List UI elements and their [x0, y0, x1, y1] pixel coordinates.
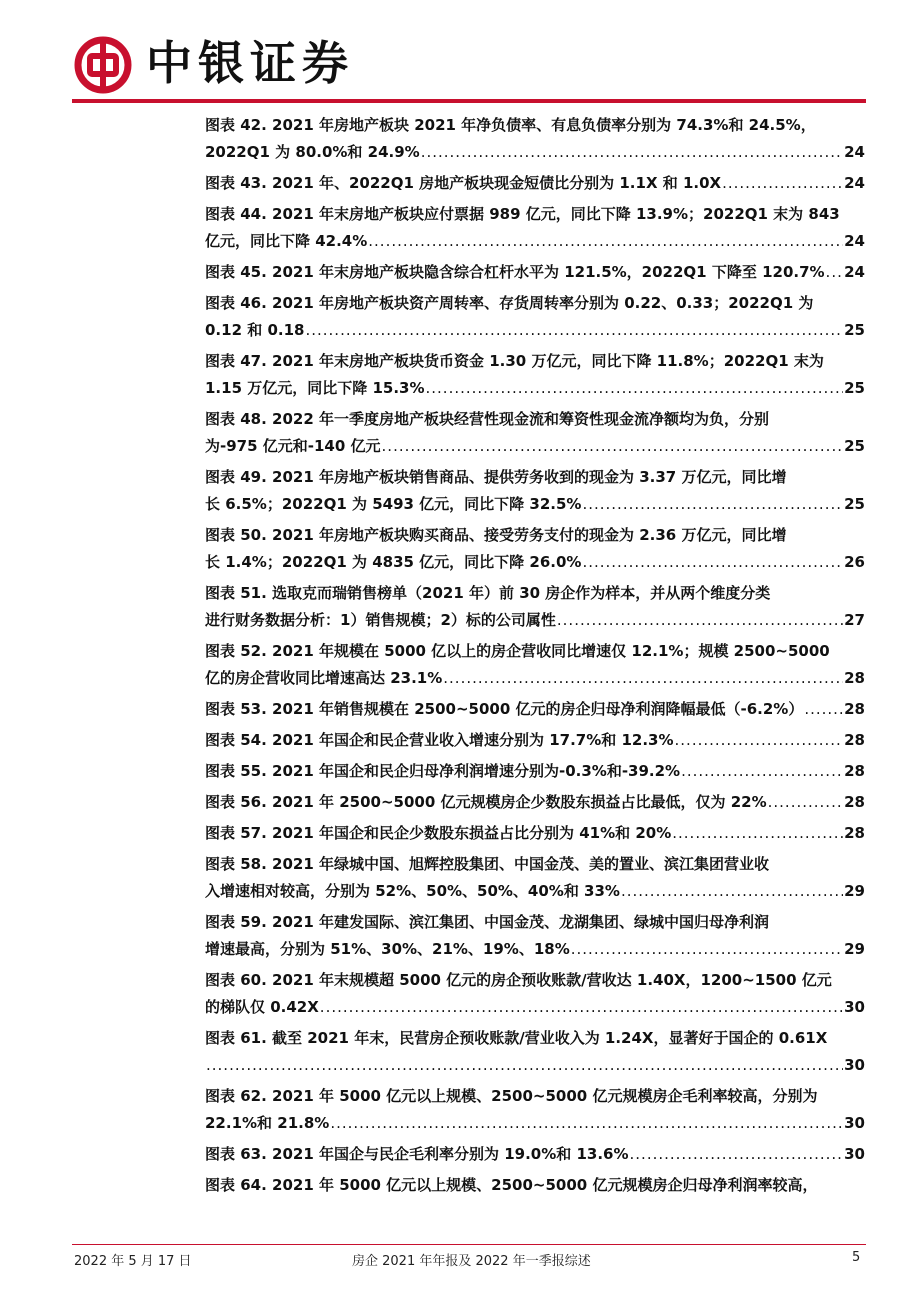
toc-entry-last-line [205, 1172, 865, 1199]
toc-page-number: 27 [844, 611, 865, 629]
toc-page-number: 28 [844, 762, 865, 780]
toc-entry[interactable] [205, 789, 865, 816]
toc-entry-text: 图表 54. 2021 年国企和民企营业收入增速分别为 17.7%和 12.3% [205, 731, 674, 749]
toc-entry[interactable] [205, 259, 865, 286]
toc-entry-last-line [205, 936, 865, 963]
toc-entry-text: 图表 56. 2021 年 2500~5000 亿元规模房企少数股东损益占比最低，仅为 22% [205, 793, 767, 811]
toc-entry-text: 图表 45. 2021 年末房地产板块隐含综合杠杆水平为 121.5%，2022Q1 下降至 120.7% [205, 263, 825, 281]
toc-entry-last-line [205, 607, 865, 634]
toc-page-number: 26 [844, 553, 865, 571]
toc-entry-text: 入增速相对较高，分别为 52%、50%、50%、40%和 33% [205, 882, 620, 900]
toc-entry-last-line [205, 1110, 865, 1137]
toc-entry-text: 图表 61. 截至 2021 年末，民营房企预收账款/营业收入为 1.24X，显著好于国企的 0.61X [205, 1029, 828, 1047]
toc-entry-text: 亿元，同比下降 42.4% [205, 232, 368, 250]
toc-entry-last-line [205, 228, 865, 255]
toc-entry-last-line [205, 491, 865, 518]
toc-entry[interactable] [205, 1083, 865, 1137]
toc-page-number: 30 [844, 1056, 865, 1074]
toc-entry[interactable] [205, 112, 865, 166]
toc-entry-text: 图表 62. 2021 年 5000 亿元以上规模、2500~5000 亿元规模房企毛利率较高，分别为 [205, 1087, 818, 1105]
toc-entry[interactable] [205, 967, 865, 1021]
toc-page-number: 28 [844, 700, 865, 718]
page-header [0, 0, 920, 108]
toc-leader-dots [426, 375, 844, 402]
toc-entry-text: 图表 55. 2021 年国企和民企归母净利润增速分别为-0.3%和-39.2% [205, 762, 681, 780]
toc-leader-dots [382, 433, 844, 460]
toc-entry[interactable] [205, 290, 865, 344]
toc-entry[interactable] [205, 580, 865, 634]
toc-leader-dots [722, 170, 843, 197]
toc-entry[interactable] [205, 727, 865, 754]
toc-leader-dots [675, 727, 844, 754]
toc-entry-text: 长 1.4%；2022Q1 为 4835 亿元，同比下降 26.0% [205, 553, 582, 571]
toc-entry[interactable] [205, 1025, 865, 1079]
toc-entry-text: 增速最高，分别为 51%、30%、21%、19%、18% [205, 940, 570, 958]
toc-entry-text: 0.12 和 0.18 [205, 321, 305, 339]
toc-entry-text: 图表 50. 2021 年房地产板块购买商品、接受劳务支付的现金为 2.36 万亿元，同比增 [205, 526, 787, 544]
toc-leader-dots [826, 259, 844, 286]
toc-page-number: 29 [844, 940, 865, 958]
toc-entry-last-line [205, 727, 865, 754]
toc-entry-last-line [205, 789, 865, 816]
toc-leader-dots [443, 665, 843, 692]
toc-page-number: 28 [844, 793, 865, 811]
toc-entry-text: 图表 46. 2021 年房地产板块资产周转率、存货周转率分别为 0.22、0.33；2022Q1 为 [205, 294, 814, 312]
toc-leader-dots [320, 994, 843, 1021]
toc-entry-text: 图表 53. 2021 年销售规模在 2500~5000 亿元的房企归母净利润降幅最低（-6.2%） [205, 700, 804, 718]
toc-entry[interactable] [205, 909, 865, 963]
toc-page-number: 30 [844, 1114, 865, 1132]
toc-page-number: 28 [844, 824, 865, 842]
figure-list [205, 112, 865, 1203]
toc-entry-text: 图表 51. 选取克而瑞销售榜单（2021 年）前 30 房企作为样本，并从两个维度分类 [205, 584, 771, 602]
toc-leader-dots [206, 1052, 843, 1079]
toc-entry-last-line [205, 820, 865, 847]
toc-entry-last-line [205, 878, 865, 905]
brand-name: 中银证券 [146, 36, 354, 90]
toc-entry[interactable] [205, 170, 865, 197]
footer-divider [72, 1244, 866, 1245]
toc-entry-last-line [205, 139, 865, 166]
toc-entry-text: 图表 60. 2021 年末规模超 5000 亿元的房企预收账款/营收达 1.40X，1200~1500 亿元 [205, 971, 832, 989]
toc-entry[interactable] [205, 201, 865, 255]
toc-page-number: 24 [844, 232, 865, 250]
toc-entry-text: 长 6.5%；2022Q1 为 5493 亿元，同比下降 32.5% [205, 495, 582, 513]
toc-entry[interactable] [205, 1172, 865, 1199]
toc-entry-text: 亿的房企营收同比增速高达 23.1% [205, 669, 443, 687]
toc-page-number: 28 [844, 669, 865, 687]
toc-entry-text: 图表 48. 2022 年一季度房地产板块经营性现金流和筹资性现金流净额均为负，分别 [205, 410, 769, 428]
toc-entry[interactable] [205, 820, 865, 847]
toc-entry[interactable] [205, 638, 865, 692]
toc-entry-last-line [205, 317, 865, 344]
toc-entry-text: 图表 42. 2021 年房地产板块 2021 年净负债率、有息负债率分别为 74.3%和 24.5%， [205, 116, 816, 134]
toc-entry-text: 22.1%和 21.8% [205, 1114, 330, 1132]
toc-entry-text: 图表 49. 2021 年房地产板块销售商品、提供劳务收到的现金为 3.37 万亿元，同比增 [205, 468, 787, 486]
toc-leader-dots [368, 228, 843, 255]
toc-entry-last-line [205, 758, 865, 785]
toc-entry[interactable] [205, 522, 865, 576]
toc-entry-last-line [205, 433, 865, 460]
bank-of-china-logo-icon [74, 36, 132, 94]
toc-page-number: 24 [844, 143, 865, 161]
toc-entry-text: 图表 59. 2021 年建发国际、滨江集团、中国金茂、龙湖集团、绿城中国归母净利润 [205, 913, 769, 931]
toc-leader-dots [571, 936, 843, 963]
toc-leader-dots [582, 491, 843, 518]
toc-leader-dots [421, 139, 843, 166]
toc-entry-text: 的梯队仅 0.42X [205, 998, 319, 1016]
toc-entry-last-line [205, 259, 865, 286]
toc-leader-dots [621, 878, 843, 905]
toc-entry-last-line [205, 549, 865, 576]
toc-leader-dots [582, 549, 843, 576]
toc-entry-text: 图表 52. 2021 年规模在 5000 亿以上的房企营收同比增速仅 12.1%；规模 2500~5000 [205, 642, 830, 660]
toc-entry[interactable] [205, 1141, 865, 1168]
toc-leader-dots [557, 607, 843, 634]
footer-title: 房企 2021 年年报及 2022 年一季报综述 [352, 1254, 591, 1269]
toc-leader-dots [630, 1141, 844, 1168]
toc-entry-text: 进行财务数据分析：1）销售规模；2）标的公司属性 [205, 611, 556, 629]
header-divider [72, 99, 866, 103]
toc-entry[interactable] [205, 348, 865, 402]
footer-page-number: 5 [852, 1250, 861, 1265]
toc-entry-text: 为-975 亿元和-140 亿元 [205, 437, 381, 455]
toc-leader-dots [768, 789, 844, 816]
toc-entry-text: 1.15 万亿元，同比下降 15.3% [205, 379, 425, 397]
toc-entry[interactable] [205, 696, 865, 723]
toc-entry-text: 图表 63. 2021 年国企与民企毛利率分别为 19.0%和 13.6% [205, 1145, 629, 1163]
toc-entry-last-line [205, 1052, 865, 1079]
toc-page-number: 24 [844, 263, 865, 281]
toc-page-number: 28 [844, 731, 865, 749]
toc-leader-dots [305, 317, 843, 344]
toc-entry[interactable] [205, 758, 865, 785]
toc-entry-text: 图表 43. 2021 年、2022Q1 房地产板块现金短债比分别为 1.1X 和 1.0X [205, 174, 722, 192]
toc-entry[interactable] [205, 851, 865, 905]
toc-leader-dots [672, 820, 843, 847]
toc-entry[interactable] [205, 464, 865, 518]
toc-page-number: 25 [844, 321, 865, 339]
footer-date: 2022 年 5 月 17 日 [74, 1254, 192, 1269]
toc-entry-last-line [205, 696, 865, 723]
toc-entry-last-line [205, 1141, 865, 1168]
toc-entry-last-line [205, 665, 865, 692]
toc-leader-dots [681, 758, 843, 785]
toc-entry[interactable] [205, 406, 865, 460]
toc-page-number: 30 [844, 1145, 865, 1163]
toc-page-number: 29 [844, 882, 865, 900]
toc-page-number: 25 [844, 495, 865, 513]
toc-leader-dots [330, 1110, 843, 1137]
toc-page-number: 24 [844, 174, 865, 192]
toc-entry-text: 2022Q1 为 80.0%和 24.9% [205, 143, 420, 161]
toc-entry-text: 图表 47. 2021 年末房地产板块货币资金 1.30 万亿元，同比下降 11.8%；2022Q1 末为 [205, 352, 824, 370]
toc-page-number: 25 [844, 379, 865, 397]
toc-page-number: 25 [844, 437, 865, 455]
toc-entry-text: 图表 64. 2021 年 5000 亿元以上规模、2500~5000 亿元规模房企归母净利润率较高， [205, 1176, 818, 1194]
toc-entry-text: 图表 57. 2021 年国企和民企少数股东损益占比分别为 41%和 20% [205, 824, 672, 842]
toc-entry-text: 图表 44. 2021 年末房地产板块应付票据 989 亿元，同比下降 13.9%；2022Q1 末为 843 [205, 205, 840, 223]
toc-entry-last-line [205, 375, 865, 402]
toc-entry-last-line [205, 994, 865, 1021]
toc-entry-text: 图表 58. 2021 年绿城中国、旭辉控股集团、中国金茂、美的置业、滨江集团营业收 [205, 855, 769, 873]
toc-leader-dots [804, 696, 843, 723]
toc-entry-last-line [205, 170, 865, 197]
toc-page-number: 30 [844, 998, 865, 1016]
